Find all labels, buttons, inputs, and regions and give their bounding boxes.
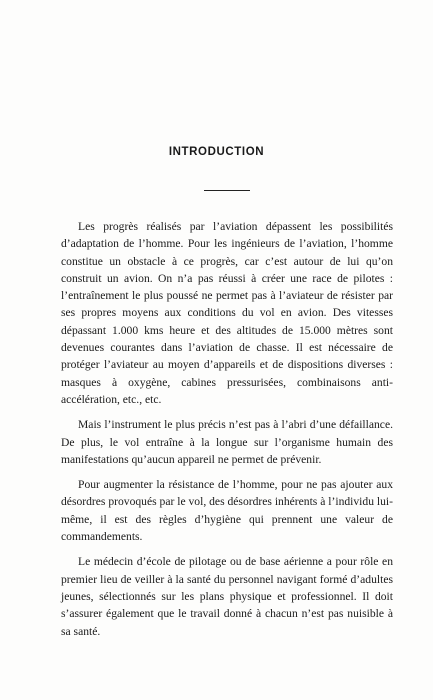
chapter-heading: INTRODUCTION bbox=[168, 146, 265, 158]
paragraph-3: Pour augmenter la résistance de l’homme, pour ne pas ajouter aux désordres provoqués par le vol, des désordres inhérents à l’individu lui-même, il est des règles d’hygiène qui prennent une valeur de commandements. bbox=[61, 478, 393, 544]
paragraph-2: Mais l’instrument le plus précis n’est pas à l’abri d’une défaillance. De plus, le vol entraîne à la longue sur l’organisme humain des manifestations qu’aucun appareil ne permet de prévenir. bbox=[61, 418, 393, 466]
paragraph-1: Les progrès réalisés par l’aviation dépassent les possibilités d’adaptation de l’homme. Pour les ingénieurs de l’aviation, l’homme constitue un obstacle à ce progrès, car c’est autour de lui qu’on construit un avion. On n’a pas réussi à créer une race de pilotes : l’entraînement le plus poussé ne permet pas à l’aviateur de résister par ses propres moyens aux conditions du vol en avion. Des vitesses dépassant 1.000 kms heure et des altitudes de 15.000 mètres sont devenues courantes dans l’aviation de chasse. Il est nécessaire de protéger l’aviateur au moyen d’appareils et de dispositions diverses : masques à oxygène, cabines pressurisées, combinaisons anti-accélération, etc., etc. bbox=[61, 220, 393, 406]
paragraph-4: Le médecin d’école de pilotage ou de base aérienne a pour rôle en premier lieu de veiller à la santé du personnel navigant formé d’adultes jeunes, sélectionnés sur les plans physique et professionnel. Il doit s’assurer également que le travail donné à chacun n’est pas nuisible à sa santé. bbox=[61, 555, 393, 638]
heading-divider bbox=[204, 190, 250, 191]
body-text bbox=[61, 218, 393, 648]
